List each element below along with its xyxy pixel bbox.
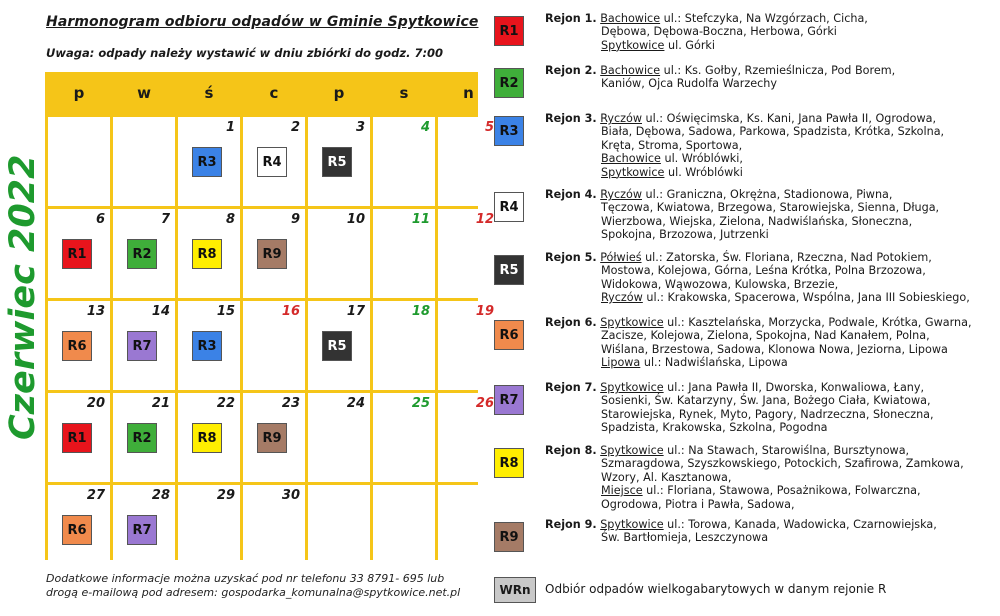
- calendar-day-cell: [243, 485, 305, 573]
- legend-region-label: Rejon 7.: [545, 381, 597, 394]
- calendar-day-cell: [373, 117, 435, 206]
- region-badge-r2: R2: [494, 68, 524, 98]
- legend-region-label: Rejon 1.: [545, 12, 597, 25]
- legend-streets: Tęczowa, Kwiatowa, Brzegowa, Starowiejska, Sienna, Długa,: [601, 201, 940, 215]
- page-title: Harmonogram odbioru odpadów w Gminie Spytkowice: [46, 14, 479, 30]
- region-badge-r4: R4: [257, 147, 287, 177]
- legend-text: [545, 316, 995, 370]
- legend-streets: Biała, Dębowa, Sadowa, Parkowa, Spadzista, Krótka, Szkolna,: [601, 125, 945, 139]
- day-header: p: [73, 84, 85, 102]
- calendar-day-cell: [113, 485, 175, 573]
- legend-line: [545, 394, 995, 407]
- legend-region-label: Rejon 5.: [545, 251, 597, 264]
- region-badge-r9: R9: [257, 423, 287, 453]
- calendar-day-cell: [308, 117, 370, 206]
- legend-line: [545, 251, 995, 264]
- legend-line: [545, 264, 995, 277]
- region-badge-r7: R7: [494, 385, 524, 415]
- day-number: 7: [160, 212, 170, 227]
- legend-streets: Wiślana, Brzestowa, Sadowa, Klonowa Nowa, Jeziorna, Lipowa: [601, 342, 948, 356]
- legend-town: Ryczów: [600, 188, 642, 201]
- calendar-day-cell: [373, 301, 435, 390]
- legend-town: Bachowice: [601, 152, 661, 166]
- calendar-day-cell: [178, 485, 240, 573]
- legend-text: [545, 518, 995, 545]
- legend-streets: Dębowa, Dębowa-Boczna, Herbowa, Górki: [601, 25, 837, 39]
- legend-line: [545, 408, 995, 421]
- legend-streets: ul.: Zatorska, Św. Floriana, Rzeczna, Nad Potokiem,: [641, 251, 932, 264]
- calendar-day-cell: [308, 301, 370, 390]
- day-number: 2: [290, 120, 300, 135]
- day-number: 17: [346, 304, 365, 319]
- legend-streets: ul. Górki: [664, 38, 716, 52]
- day-number: 9: [290, 212, 300, 227]
- legend-streets: ul.: Torowa, Kanada, Wadowicka, Czarnowiejska,: [663, 518, 937, 531]
- calendar-day-cell: [373, 485, 435, 573]
- legend-streets: ul. Wróblówki: [664, 165, 743, 179]
- legend-region-label: Rejon 2.: [545, 64, 597, 77]
- legend-line: [545, 484, 995, 497]
- day-header: p: [333, 84, 345, 102]
- calendar-day-cell: [48, 393, 110, 482]
- day-number: 1: [225, 120, 235, 135]
- legend-streets: ul.: Nadwiślańska, Lipowa: [640, 356, 788, 370]
- legend-line: [545, 228, 995, 241]
- legend-streets: ul.: Oświęcimska, Ks. Kani, Jana Pawła II, Ogrodowa,: [642, 112, 937, 125]
- day-number: 24: [346, 396, 365, 411]
- calendar-day-cell: [178, 209, 240, 298]
- calendar: [45, 72, 494, 560]
- legend-text: [545, 188, 995, 242]
- day-number: 20: [86, 396, 105, 411]
- legend-line: [545, 25, 995, 38]
- region-badge-r6: R6: [494, 320, 524, 350]
- legend-streets: Szmaragdowa, Szyszkowskiego, Potockich, Szafirowa, Zamkowa,: [601, 457, 964, 471]
- legend-line: [545, 531, 995, 544]
- region-badge-r1: R1: [494, 16, 524, 46]
- region-badge-r2: R2: [127, 239, 157, 269]
- region-badge-r2: R2: [127, 423, 157, 453]
- month-label: Czerwiec 2022: [3, 154, 43, 440]
- legend-streets: Ogrodowa, Piotra i Pawła, Sadowa,: [601, 497, 795, 511]
- day-number: 18: [411, 304, 430, 319]
- legend-line: [545, 343, 995, 356]
- calendar-day-cell: [113, 301, 175, 390]
- region-badge-r3: R3: [192, 147, 222, 177]
- legend-line: [545, 64, 995, 77]
- legend-line: [545, 278, 995, 291]
- legend-streets: Starowiejska, Rynek, Myto, Pagory, Nadrzeczna, Słoneczna,: [601, 407, 934, 421]
- day-number: 10: [346, 212, 365, 227]
- calendar-day-cell: [438, 485, 499, 573]
- calendar-day-cell: [438, 393, 499, 482]
- legend-streets: ul.: Floriana, Stawowa, Posażnikowa, Folwarczna,: [642, 484, 921, 498]
- legend-town: Bachowice: [600, 64, 661, 77]
- calendar-day-cell: [438, 209, 499, 298]
- legend-streets: ul.: Graniczna, Okrężna, Stadionowa, Piwna,: [642, 188, 893, 201]
- legend-streets: Kaniów, Ojca Rudolfa Warzechy: [601, 77, 777, 91]
- region-badge-r7: R7: [127, 515, 157, 545]
- collection-note: Uwaga: odpady należy wystawić w dniu zbiórki do godz. 7:00: [46, 46, 444, 60]
- legend-town: Ryczów: [601, 291, 643, 305]
- legend-streets: Spokojna, Brzozowa, Jutrzenki: [601, 228, 769, 242]
- region-badge-r7: R7: [127, 331, 157, 361]
- legend-streets: Św. Bartłomieja, Leszczynowa: [601, 531, 769, 545]
- legend-text: [545, 64, 995, 91]
- calendar-day-cell: [48, 209, 110, 298]
- region-badge-r5: R5: [322, 331, 352, 361]
- legend-streets: ul.: Ks. Gołby, Rzemieślnicza, Pod Borem,: [660, 64, 896, 77]
- footer-text: [46, 572, 460, 600]
- legend-line: [545, 201, 995, 214]
- region-badge-r4: R4: [494, 192, 524, 222]
- legend-line: [545, 12, 995, 25]
- calendar-day-cell: [308, 209, 370, 298]
- legend-text: [545, 444, 995, 511]
- legend-streets: Spadzista, Krakowska, Szkolna, Pogodna: [601, 421, 828, 435]
- legend-line: [545, 166, 995, 179]
- day-number: 27: [86, 488, 105, 503]
- legend-text: [545, 381, 995, 435]
- legend-line: [545, 471, 995, 484]
- day-number: 14: [151, 304, 170, 319]
- legend-region-label: Rejon 9.: [545, 518, 597, 531]
- legend-line: [545, 381, 995, 394]
- region-badge-r8: R8: [192, 423, 222, 453]
- calendar-day-cell: [243, 301, 305, 390]
- calendar-day-cell: [178, 117, 240, 206]
- calendar-day-cell: [48, 485, 110, 573]
- legend-text: [545, 12, 995, 52]
- region-badge-r6: R6: [62, 331, 92, 361]
- legend-line: [545, 215, 995, 228]
- legend-streets: ul.: Stefczyka, Na Wzgórzach, Cicha,: [660, 12, 868, 25]
- legend-streets: ul.: Kasztelańska, Morzycka, Podwale, Krótka, Gwarna,: [663, 316, 972, 329]
- legend-line: [545, 329, 995, 342]
- legend-line: [545, 139, 995, 152]
- wrn-badge: WRn: [494, 577, 536, 603]
- day-number: 3: [355, 120, 365, 135]
- calendar-day-cell: [373, 393, 435, 482]
- day-number: 30: [281, 488, 300, 503]
- legend-region-label: Rejon 3.: [545, 112, 597, 125]
- day-number: 12: [475, 212, 494, 227]
- legend-town: Spytkowice: [600, 381, 664, 394]
- legend-line: [545, 356, 995, 369]
- calendar-day-cell: [48, 301, 110, 390]
- legend-streets: Wzory, Al. Kasztanowa,: [601, 470, 732, 484]
- calendar-day-cell: [308, 393, 370, 482]
- legend-town: Spytkowice: [600, 518, 664, 531]
- legend-line: [545, 188, 995, 201]
- legend-line: [545, 77, 995, 90]
- day-header: ś: [204, 84, 214, 102]
- footer-line-2: drogą e-mailową pod adresem: gospodarka_komunalna@spytkowice.net.pl: [46, 586, 461, 599]
- calendar-day-cell: [178, 301, 240, 390]
- legend-streets: Widokowa, Wąwozowa, Kulowska, Brzezie,: [601, 277, 839, 291]
- legend-region-label: Rejon 6.: [545, 316, 597, 329]
- legend-line: [545, 125, 995, 138]
- region-badge-r5: R5: [494, 255, 524, 285]
- day-header: s: [399, 84, 409, 102]
- legend-region-label: Rejon 4.: [545, 188, 597, 201]
- region-badge-r1: R1: [62, 239, 92, 269]
- legend-line: [545, 444, 995, 457]
- legend-town: Spytkowice: [600, 444, 664, 457]
- calendar-day-cell: [178, 393, 240, 482]
- legend-line: [545, 39, 995, 52]
- legend-town: Spytkowice: [601, 165, 665, 179]
- day-number: 23: [281, 396, 300, 411]
- legend-region-label: Rejon 8.: [545, 444, 597, 457]
- legend-streets: ul.: Na Stawach, Starowiślna, Bursztynowa,: [663, 444, 910, 457]
- region-badge-r9: R9: [494, 522, 524, 552]
- region-badge-r5: R5: [322, 147, 352, 177]
- legend-town: Spytkowice: [600, 316, 664, 329]
- legend-line: [545, 152, 995, 165]
- legend-town: Miejsce: [601, 484, 643, 498]
- calendar-day-cell: [308, 485, 370, 573]
- day-header: n: [463, 84, 474, 102]
- legend-streets: Mostowa, Kolejowa, Górna, Leśna Krótka, Polna Brzozowa,: [601, 264, 926, 278]
- day-number: 13: [86, 304, 105, 319]
- legend-line: [545, 498, 995, 511]
- legend-line: [545, 518, 995, 531]
- wrn-description: Odbiór odpadów wielkogabarytowych w danym rejonie R: [545, 582, 887, 596]
- legend-line: [545, 421, 995, 434]
- day-number: 4: [420, 120, 430, 135]
- calendar-day-cell: [113, 393, 175, 482]
- legend-town: Spytkowice: [601, 38, 665, 52]
- calendar-day-cell: [48, 117, 110, 206]
- calendar-day-cell: [243, 393, 305, 482]
- footer-line-1: Dodatkowe informacje można uzyskać pod nr telefonu 33 8791- 695 lub: [46, 572, 445, 585]
- day-number: 5: [484, 120, 494, 135]
- legend-streets: Kręta, Stroma, Sportowa,: [601, 138, 743, 152]
- region-badge-r8: R8: [192, 239, 222, 269]
- calendar-day-cell: [438, 117, 499, 206]
- legend-line: [545, 457, 995, 470]
- legend-line: [545, 316, 995, 329]
- region-badge-r8: R8: [494, 448, 524, 478]
- region-badge-r1: R1: [62, 423, 92, 453]
- calendar-day-cell: [113, 117, 175, 206]
- day-number: 11: [411, 212, 430, 227]
- legend-text: [545, 112, 995, 179]
- region-badge-r9: R9: [257, 239, 287, 269]
- legend-streets: Wierzbowa, Wiejska, Zielona, Nadwiślańska, Słoneczna,: [601, 214, 913, 228]
- day-header: c: [269, 84, 279, 102]
- legend-town: Półwieś: [600, 251, 642, 264]
- day-number: 19: [475, 304, 494, 319]
- legend-streets: Sosienki, Św. Katarzyny, Św. Jana, Bożego Ciała, Kwiatowa,: [601, 394, 931, 408]
- calendar-day-cell: [373, 209, 435, 298]
- region-badge-r3: R3: [192, 331, 222, 361]
- legend-town: Ryczów: [600, 112, 642, 125]
- day-number: 16: [281, 304, 300, 319]
- legend-text: [545, 251, 995, 305]
- day-number: 15: [216, 304, 235, 319]
- day-number: 28: [151, 488, 170, 503]
- region-badge-r3: R3: [494, 116, 524, 146]
- legend-line: [545, 291, 995, 304]
- legend-streets: ul. Wróblówki,: [660, 152, 743, 166]
- legend-town: Lipowa: [601, 356, 641, 370]
- legend-streets: ul.: Jana Pawła II, Dworska, Konwaliowa, Łany,: [663, 381, 925, 394]
- day-number: 25: [411, 396, 430, 411]
- day-number: 6: [95, 212, 105, 227]
- calendar-day-cell: [243, 117, 305, 206]
- day-number: 21: [151, 396, 170, 411]
- calendar-day-cell: [243, 209, 305, 298]
- day-number: 29: [216, 488, 235, 503]
- day-number: 8: [225, 212, 235, 227]
- calendar-day-cell: [438, 301, 499, 390]
- day-number: 26: [475, 396, 494, 411]
- legend-town: Bachowice: [600, 12, 661, 25]
- legend-streets: ul.: Krakowska, Spacerowa, Wspólna, Jana III Sobieskiego,: [642, 291, 970, 305]
- calendar-day-cell: [113, 209, 175, 298]
- legend-streets: Zacisze, Kolejowa, Zielona, Spokojna, Nad Kanałem, Polna,: [601, 329, 930, 343]
- legend-line: [545, 112, 995, 125]
- day-header: w: [137, 84, 151, 102]
- day-number: 22: [216, 396, 235, 411]
- region-badge-r6: R6: [62, 515, 92, 545]
- calendar-grid: [45, 72, 494, 560]
